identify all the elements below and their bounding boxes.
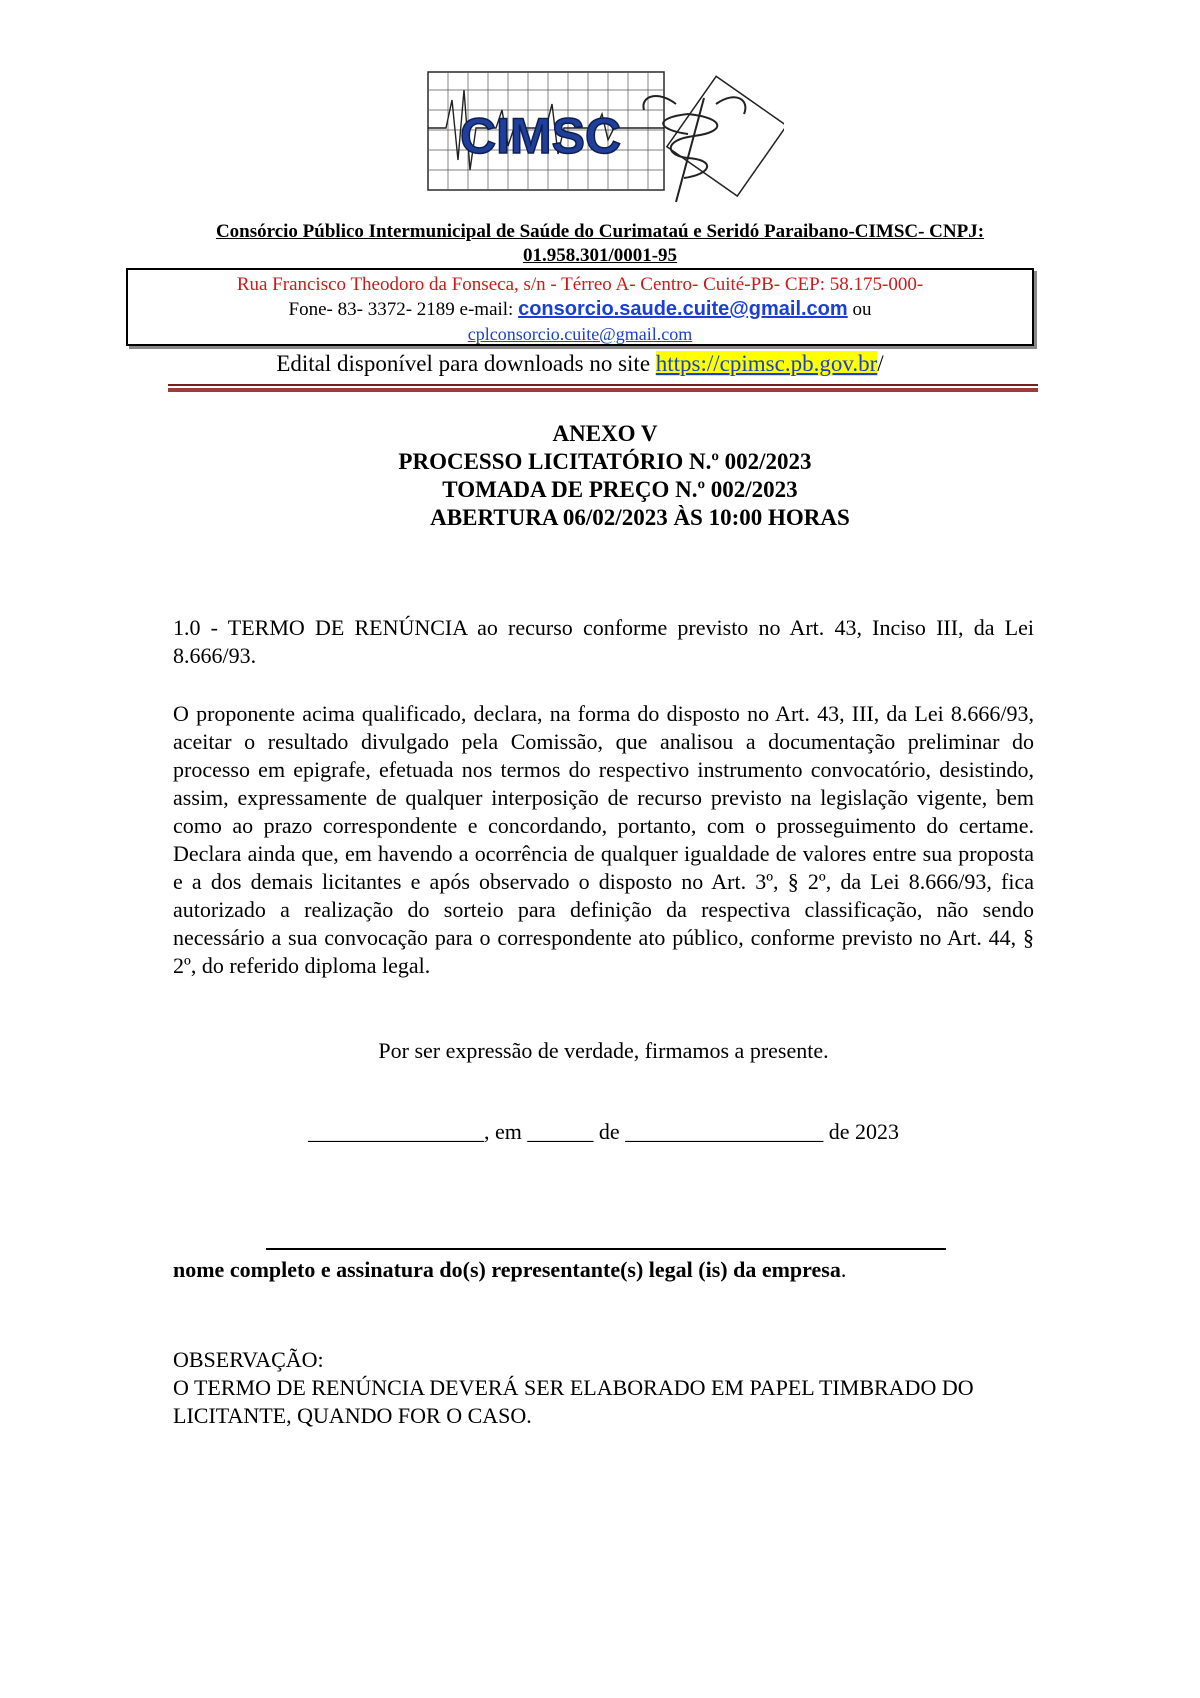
signature-label-text: nome completo e assinatura do(s) representante(s) legal (is) da empresa: [173, 1257, 841, 1282]
cimsc-logo-text: CIMSC: [460, 108, 622, 164]
renunciation-term-paragraph: 1.0 - TERMO DE RENÚNCIA ao recurso conforme previsto no Art. 43, Inciso III, da Lei 8.666/93.: [173, 615, 1034, 668]
email-secondary-line: [128, 322, 1032, 347]
address-line: Rua Francisco Theodoro da Fonseca, s/n - Térreo A- Centro- Cuité-PB- CEP: 58.175-000-: [236, 274, 924, 295]
edital-suffix: /: [877, 351, 884, 376]
header-divider-thick: [168, 388, 1038, 392]
date-line: ________________, em ______ de __________________ de 2023: [308, 1119, 899, 1144]
closing-statement: Por ser expressão de verdade, firmamos a presente.: [378, 1038, 829, 1063]
process-title: PROCESSO LICITATÓRIO N.º 002/2023: [398, 449, 812, 474]
organization-name: Consórcio Público Intermunicipal de Saúde do Curimataú e Seridó Paraibano-CIMSC- CNPJ:: [215, 221, 985, 242]
tomada-title: TOMADA DE PREÇO N.º 002/2023: [442, 477, 798, 502]
declaration-paragraph: O proponente acima qualificado, declara, na forma do disposto no Art. 43, III, da Lei 8.666/93, aceitar o resultado divulgado pela Comissão, que analisou a documentação preliminar do processo em epigrafe, efetuada nos termos do respectivo instrumento convocatório, desistindo, assim, expressamente de qualquer interposição de recurso previsto na legislação vigente, bem como ao prazo correspondente e concordando, portanto, com o prosseguimento do certame. Declara ainda que, em havendo a ocorrência de qualquer igualdade de valores entre sua proposta e a dos demais licitantes e após observado o disposto no Art. 3º, § 2º, da Lei 8.666/93, fica autorizado a realização do sorteio para definição da respectiva classificação, não sendo necessário a sua convocação para o correspondente ato público, conforme previsto no Art. 44, § 2º, do referido diploma legal.: [173, 701, 1034, 978]
edital-prefix: Edital disponível para downloads no site: [276, 351, 656, 376]
email-joiner: ou: [847, 299, 872, 320]
signature-line: [266, 1248, 946, 1250]
header-divider: [168, 384, 1038, 386]
observation-heading: OBSERVAÇÃO:: [173, 1347, 324, 1372]
phone-text: Fone- 83- 3372- 2189 e-mail:: [288, 299, 519, 320]
signature-label: [173, 1256, 846, 1284]
email-primary-link[interactable]: consorcio.saude.cuite@gmail.com: [518, 298, 848, 320]
opening-title: ABERTURA 06/02/2023 ÀS 10:00 HORAS: [430, 505, 850, 530]
edital-line: [126, 350, 1034, 378]
phone-email-line: [128, 297, 1032, 322]
cimsc-logo-graphic: [426, 70, 784, 218]
email-secondary-link[interactable]: cplconsorcio.cuite@gmail.com: [467, 324, 693, 344]
cimsc-logo: [426, 70, 784, 218]
edital-site-link[interactable]: https://cpimsc.pb.gov.br: [655, 351, 878, 376]
annex-title: ANEXO V: [552, 421, 658, 446]
contact-box: [126, 268, 1034, 346]
observation-text: O TERMO DE RENÚNCIA DEVERÁ SER ELABORADO EM PAPEL TIMBRADO DO LICITANTE, QUANDO FOR O CASO.: [173, 1375, 974, 1428]
signature-label-end: .: [840, 1257, 847, 1282]
organization-cnpj: 01.958.301/0001-95: [522, 245, 678, 266]
